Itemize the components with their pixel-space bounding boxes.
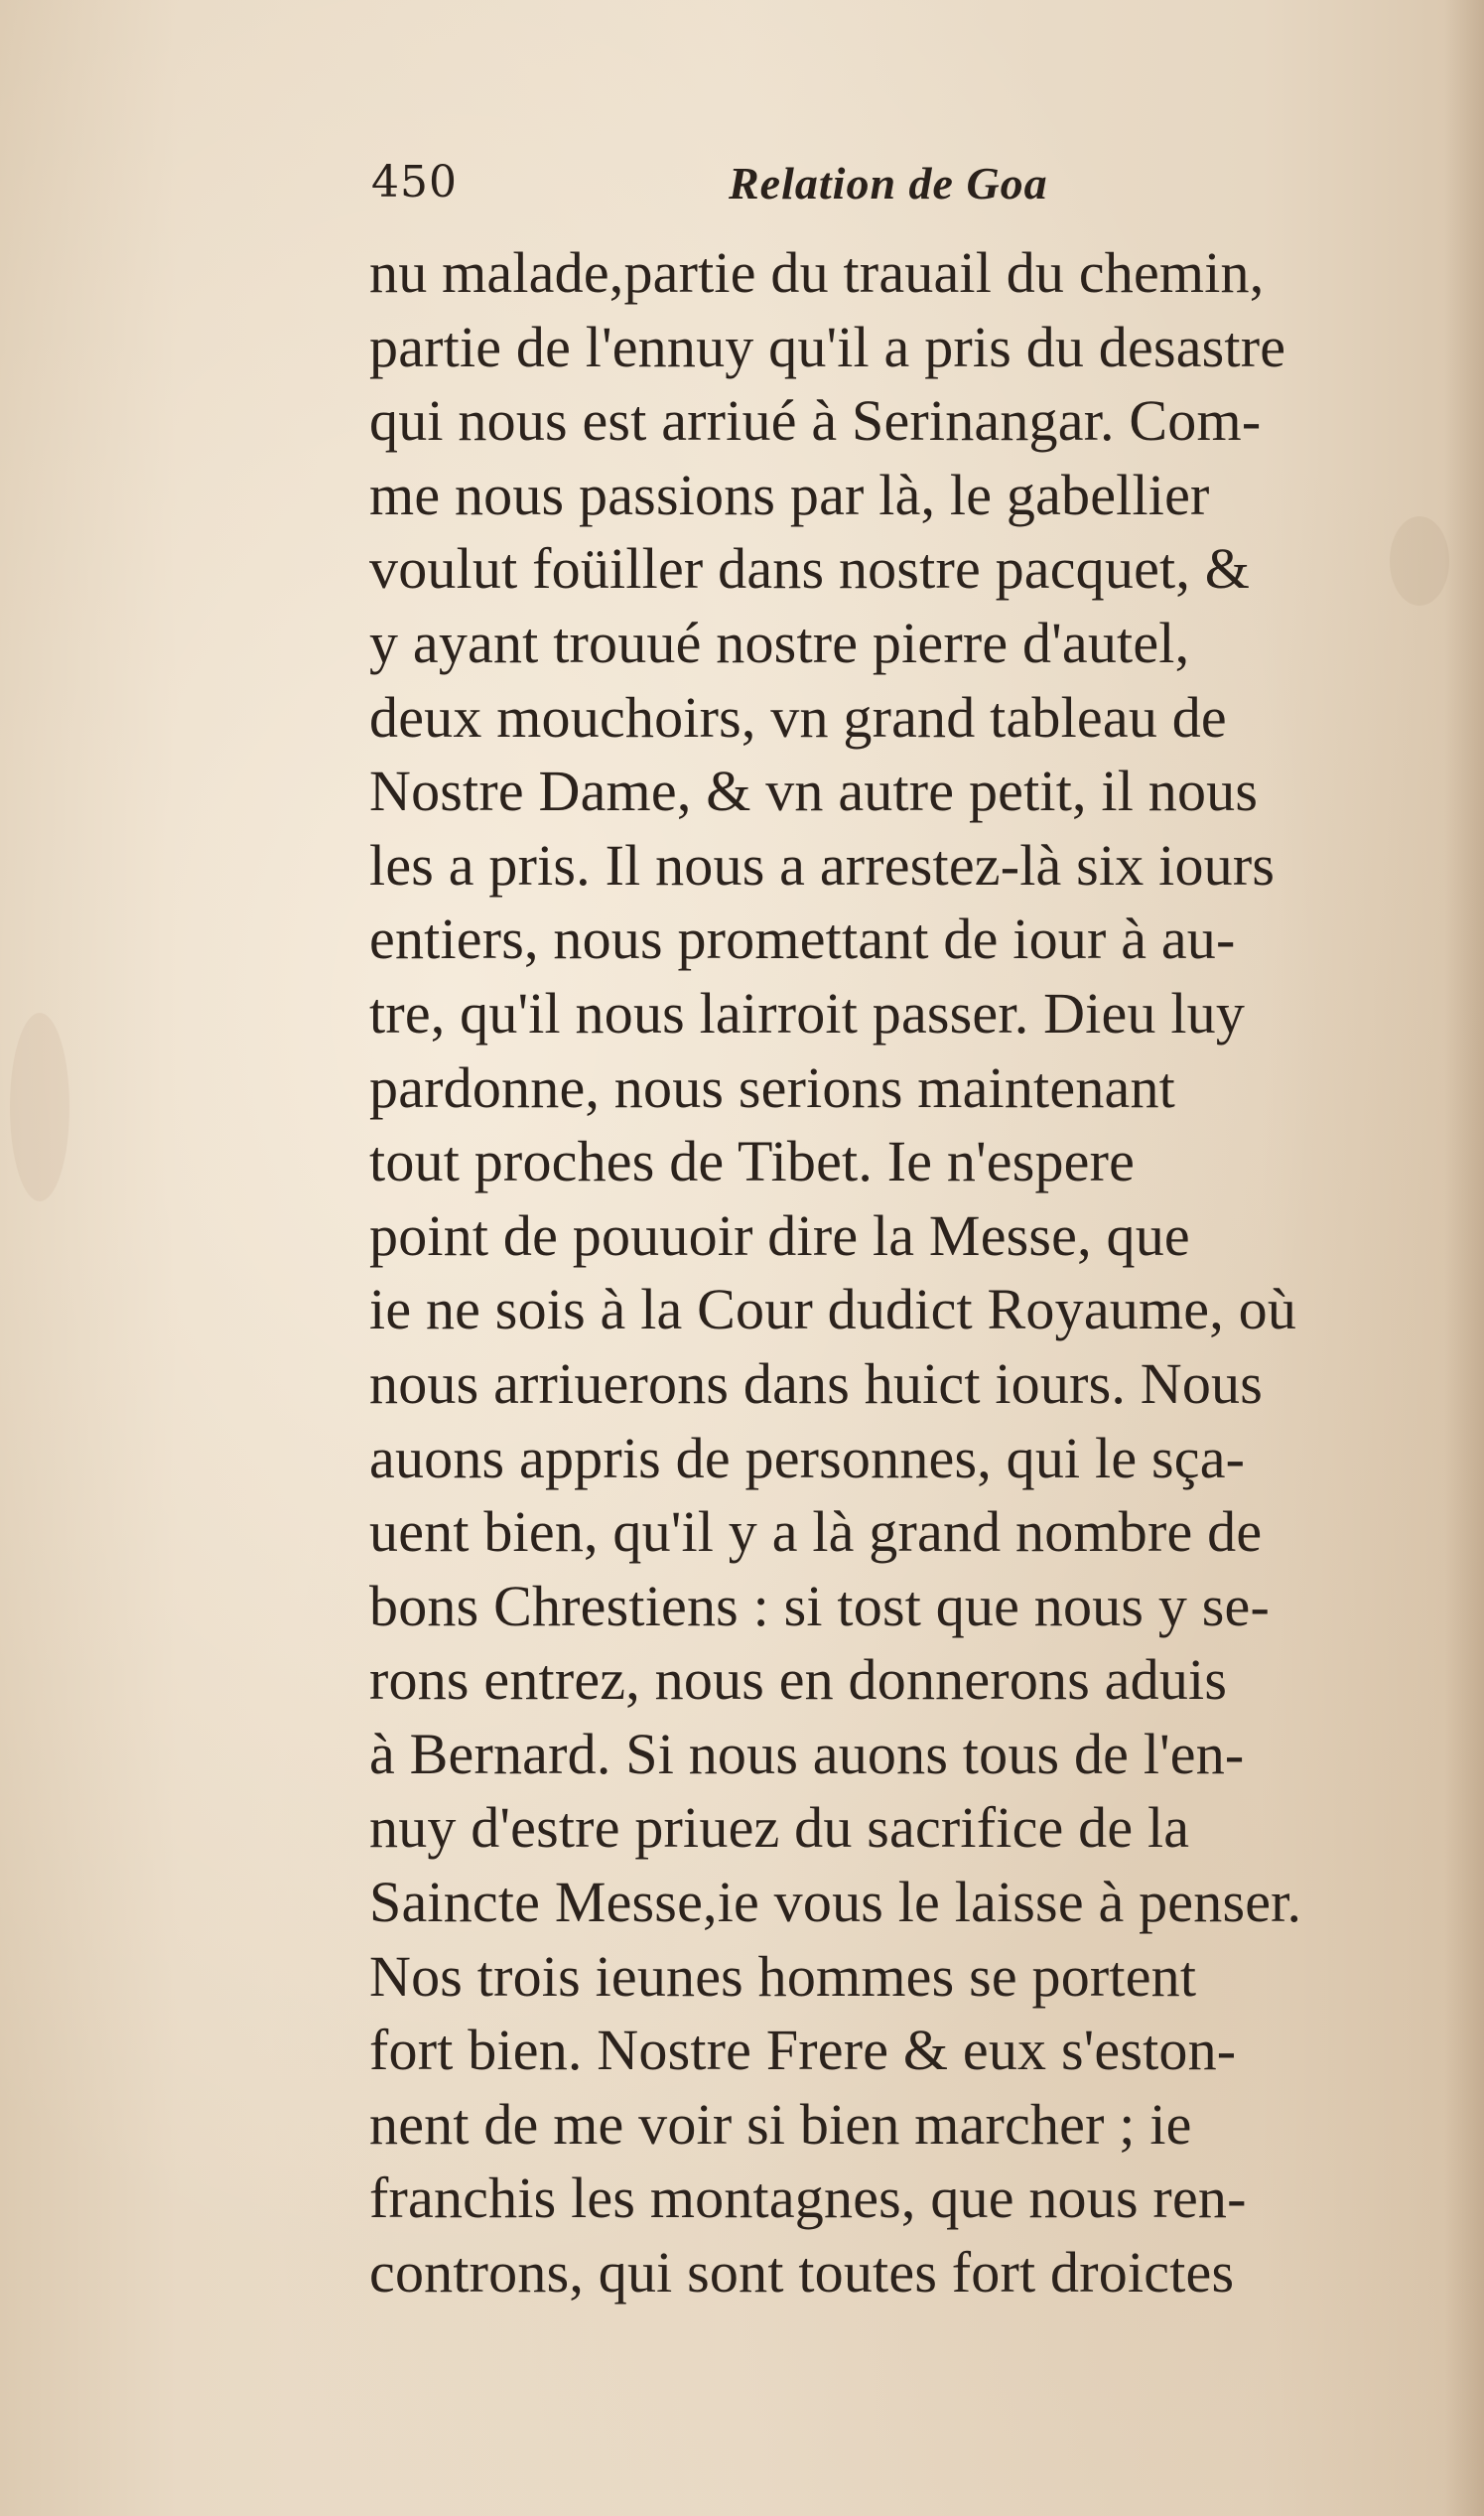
text-line: Nos trois ieunes hommes se portent — [369, 1943, 1197, 2009]
running-title: Relation de Goa — [729, 158, 1048, 209]
text-line: me nous passions par là, le gabellier — [369, 462, 1210, 527]
text-line: nuy d'estre priuez du sacrifice de la — [369, 1795, 1190, 1861]
text-line: Nostre Dame, & vn autre petit, il nous — [369, 759, 1259, 824]
text-line: nous arriuerons dans huict iours. Nous — [369, 1350, 1264, 1416]
text-line: nu malade,partie du trauail du chemin, — [369, 240, 1265, 305]
text-line: Saincte Messe,ie vous le laisse à penser. — [369, 1870, 1302, 1935]
text-line: auons appris de personnes, qui le sça- — [369, 1425, 1246, 1490]
text-line: rons entrez, nous en donnerons aduis — [369, 1647, 1228, 1713]
text-line: point de pouuoir dire la Messe, que — [369, 1202, 1190, 1268]
body-text — [369, 236, 1461, 2310]
text-line: franchis les montagnes, que nous ren- — [369, 2166, 1247, 2231]
paper-stain — [10, 1013, 69, 1201]
text-line: deux mouchoirs, vn grand tableau de — [369, 684, 1227, 750]
text-line: ie ne sois à la Cour dudict Royaume, où — [369, 1277, 1297, 1342]
text-line: partie de l'ennuy qu'il a pris du desastre — [369, 314, 1286, 379]
text-line: à Bernard. Si nous auons tous de l'en- — [369, 1721, 1245, 1786]
page-number: 450 — [371, 157, 458, 208]
text-line: controns, qui sont toutes fort droictes — [369, 2240, 1235, 2306]
text-line: uent bien, qu'il y a là grand nombre de — [369, 1499, 1263, 1565]
text-line: y ayant trouué nostre pierre d'autel, — [369, 610, 1190, 675]
text-line: nent de me voir si bien marcher ; ie — [369, 2091, 1192, 2157]
text-line: qui nous est arriué à Serinangar. Com- — [369, 388, 1262, 454]
text-line: tre, qu'il nous lairroit passer. Dieu luy — [369, 980, 1246, 1046]
text-line: les a pris. Il nous a arrestez-là six iours — [369, 832, 1276, 898]
text-line: entiers, nous promettant de iour à au- — [369, 907, 1236, 972]
running-head — [371, 157, 1155, 216]
text-line: fort bien. Nostre Frere & eux s'eston- — [369, 2018, 1237, 2083]
text-line: bons Chrestiens : si tost que nous y se- — [369, 1573, 1270, 1638]
text-line: tout proches de Tibet. Ie n'espere — [369, 1129, 1136, 1194]
text-line: voulut foüiller dans nostre pacquet, & — [369, 536, 1251, 602]
text-line: pardonne, nous serions maintenant — [369, 1054, 1175, 1120]
